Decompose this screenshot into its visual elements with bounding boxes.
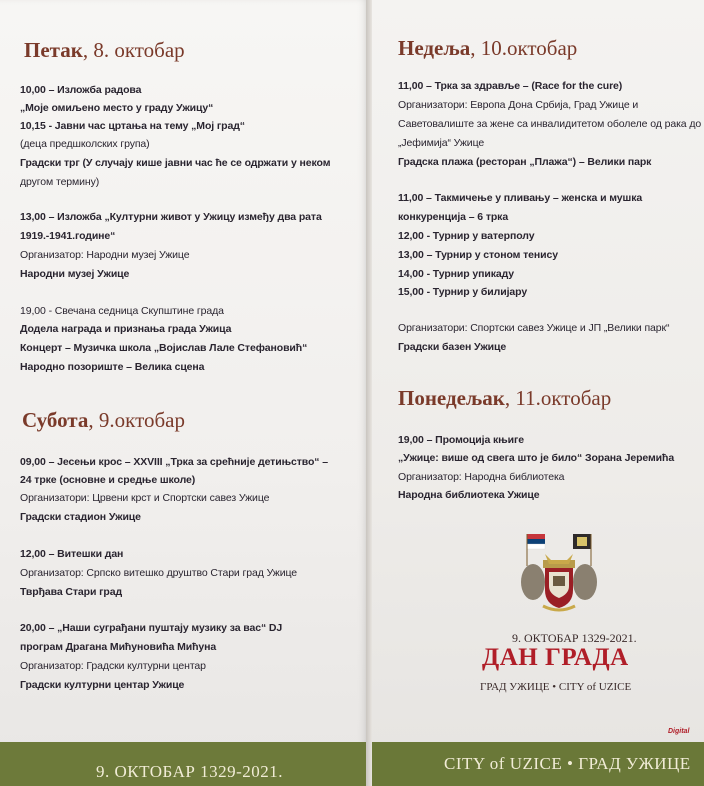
- saturday-line: 12,00 – Витешки дан: [20, 548, 124, 560]
- monday-line: Организатор: Народна библиотека: [398, 471, 565, 483]
- saturday-line: Организатор: Градски културни центар: [20, 660, 206, 672]
- sunday-line: 13,00 – Турнир у стоном тенису: [398, 249, 558, 261]
- friday-line: другом термину): [20, 176, 100, 188]
- monday-line: Народна библиотека Ужице: [398, 489, 540, 501]
- saturday-line: 20,00 – „Наши суграђани пуштају музику за вас“ DJ: [20, 622, 283, 634]
- sunday-line: 15,00 - Турнир у билијару: [398, 286, 528, 298]
- monday-date: , 11.октобар: [504, 386, 612, 410]
- saturday-line: Градски стадион Ужице: [20, 511, 141, 523]
- sunday-heading: [398, 36, 577, 61]
- logo-subtitle: ГРАД УЖИЦЕ • CITY of UZICE: [480, 681, 632, 693]
- sunday-line: 11,00 – Трка за здравље – (Race for the cure): [398, 80, 623, 92]
- friday-line: 10,00 – Изложба радова: [20, 84, 142, 96]
- sunday-line: „Јефимија“ Ужице: [398, 137, 485, 149]
- sunday-line: Градска плажа (ресторан „Плажа“) – Велики парк: [398, 156, 652, 168]
- saturday-line: Тврђава Стари град: [20, 586, 123, 598]
- right-band-text: CITY of UZICE • ГРАД УЖИЦЕ: [444, 754, 691, 773]
- friday-day: Петак: [24, 38, 83, 62]
- sunday-line: 12,00 - Турнир у ватерполу: [398, 230, 535, 242]
- city-coat-of-arms: [517, 532, 601, 616]
- friday-line: Организатор: Народни музеј Ужице: [20, 249, 190, 261]
- left-band-text: 9. ОКТОБАР 1329-2021.: [96, 762, 283, 781]
- logo-title: ДАН ГРАДА: [482, 644, 629, 671]
- right-footer-band: [372, 742, 704, 786]
- sunday-line: конкуренција – 6 трка: [398, 211, 509, 223]
- saturday-line: програм Драгана Мићуновића Мићуна: [20, 641, 217, 653]
- friday-line: 1919.-1941.године“: [20, 230, 116, 242]
- sunday-line: Градски базен Ужице: [398, 341, 507, 353]
- saturday-line: Организатори: Црвени крст и Спортски савез Ужице: [20, 492, 270, 504]
- monday-heading: [398, 386, 611, 411]
- friday-line: Концерт – Музичка школа „Војислав Лале Стефановић“: [20, 342, 308, 354]
- friday-line: 10,15 - Јавни час цртања на тему „Мој град“: [20, 120, 245, 132]
- sunday-line: Организатори: Европа Дона Србија, Град Ужице и: [398, 99, 639, 111]
- friday-date: , 8. октобар: [82, 38, 185, 62]
- friday-line: 13,00 – Изложба „Културни живот у Ужицу између два рата: [20, 211, 322, 223]
- friday-line: „Моје омиљено место у граду Ужицу“: [20, 102, 214, 114]
- sunday-date: , 10.октобар: [470, 36, 578, 60]
- friday-heading: [24, 38, 185, 63]
- monday-line: „Ужице: више од свега што је било“ Зорана Јеремића: [398, 452, 675, 464]
- friday-line: (деца предшколских група): [20, 138, 150, 150]
- monday-day: Понедељак: [398, 386, 505, 410]
- saturday-line: 24 трке (основне и средње школе): [20, 474, 196, 486]
- flag-serbia: [527, 534, 545, 539]
- friday-line: Народно позориште – Велика сцена: [20, 361, 205, 373]
- friday-line: Додела награда и признања града Ужица: [20, 323, 232, 335]
- saturday-date: , 9.октобар: [88, 408, 185, 432]
- sunday-line: 11,00 – Такмичење у пливању – женска и мушка: [398, 192, 643, 204]
- sunday-line: Организатори: Спортски савез Ужице и ЈП „Велики парк“: [398, 322, 670, 334]
- sunday-line: Саветовалиште за жене са инвалидитетом оболеле од рака до: [398, 118, 702, 130]
- right-panel: [372, 0, 704, 786]
- sunday-line: 14,00 - Турнир упикаду: [398, 268, 515, 280]
- friday-line: 19,00 - Свечана седница Скупштине града: [20, 305, 224, 317]
- friday-line: Градски трг (У случају кише јавни час ће се одржати у неком: [20, 157, 331, 169]
- saturday-day: Субота: [22, 408, 89, 432]
- friday-line: Народни музеј Ужице: [20, 268, 130, 280]
- saturday-line: 09,00 – Јесењи крос – XXVIII „Трка за срећније детињство“ –: [20, 456, 328, 468]
- saturday-line: Организатор: Српско витешко друштво Стари град Ужице: [20, 567, 298, 579]
- printer-mark: Digital: [668, 728, 690, 735]
- saturday-line: Градски културни центар Ужице: [20, 679, 185, 691]
- sunday-day: Недеља: [398, 36, 471, 60]
- logo-date: 9. ОКТОБАР 1329-2021.: [512, 631, 637, 645]
- monday-line: 19,00 – Промоција књиге: [398, 434, 524, 446]
- saturday-heading: [22, 408, 185, 433]
- left-footer-band: [0, 742, 368, 786]
